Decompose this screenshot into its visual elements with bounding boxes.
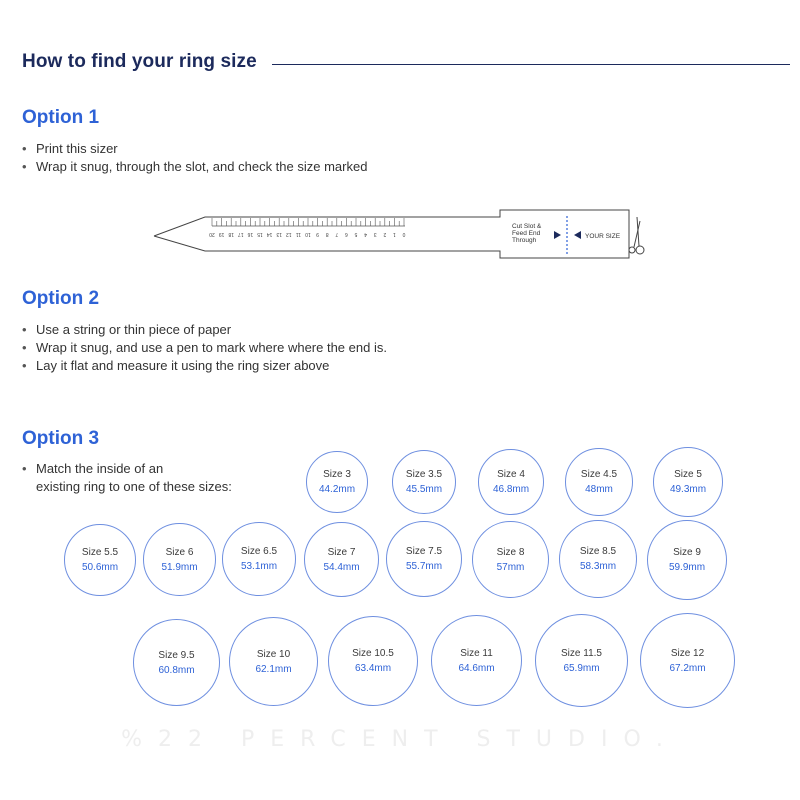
size-label: Size 7	[327, 546, 356, 558]
size-circle	[222, 522, 296, 596]
option2-heading: Option 2	[22, 288, 100, 309]
your-size-label: YOUR SIZE	[585, 233, 621, 240]
title-divider	[272, 64, 790, 65]
size-circle	[559, 520, 637, 598]
size-mm: 50.6mm	[81, 562, 119, 573]
size-label: Size 9.5	[158, 649, 195, 661]
size-circle	[306, 451, 368, 513]
size-mm: 45.5mm	[405, 484, 443, 495]
size-label: Size 5	[674, 469, 702, 480]
size-circle	[133, 619, 220, 706]
list-item: • Wrap it snug, and use a pen to mark where where the end is.	[22, 339, 387, 357]
size-label: Size 6.5	[240, 546, 278, 557]
size-circle	[328, 616, 418, 706]
bullet: •	[22, 461, 27, 476]
sizer-numbers	[209, 231, 405, 237]
size-mm: 67.2mm	[669, 662, 706, 674]
size-label: Size 6	[165, 546, 194, 558]
sizer-number: 13	[276, 231, 282, 237]
size-label: Size 4	[497, 469, 525, 480]
size-circle	[653, 447, 723, 517]
size-circle	[565, 448, 633, 516]
option2-list	[22, 321, 387, 375]
sizer-number: 16	[247, 231, 254, 237]
sizer-number: 18	[228, 231, 234, 237]
sizer-number: 19	[218, 231, 225, 237]
size-label: Size 12	[670, 647, 705, 659]
size-circle	[478, 449, 544, 515]
size-circle	[472, 521, 549, 598]
size-label: Size 9	[673, 547, 701, 558]
sizer-number: 17	[238, 231, 244, 237]
size-mm: 57mm	[496, 561, 525, 573]
size-label: Size 10.5	[352, 648, 394, 659]
sizer-number: 15	[257, 231, 263, 237]
size-mm: 62.1mm	[255, 663, 292, 675]
size-circle	[392, 450, 456, 514]
size-mm: 55.7mm	[405, 561, 443, 572]
size-label: Size 8.5	[579, 546, 617, 557]
size-mm: 58.3mm	[579, 561, 617, 572]
size-circle	[431, 615, 522, 706]
size-mm: 51.9mm	[161, 561, 198, 573]
sizer-number: 7	[335, 231, 339, 237]
list-item: • Print this sizer	[22, 140, 367, 158]
size-mm: 65.9mm	[563, 662, 600, 674]
size-label: Size 11.5	[561, 647, 602, 659]
sizer-number: 2	[383, 231, 387, 237]
size-mm: 59.9mm	[668, 562, 706, 573]
sizer-number: 3	[373, 231, 377, 237]
list-item: • Wrap it snug, through the slot, and check the size marked	[22, 158, 367, 176]
size-circle	[229, 617, 318, 706]
ring-sizer-strip	[0, 195, 800, 265]
list-item: • Lay it flat and measure it using the ring sizer above	[22, 357, 387, 375]
scissors-icon	[629, 217, 644, 254]
sizer-number: 8	[325, 231, 329, 237]
size-mm: 48mm	[585, 484, 613, 495]
arrow-right-icon	[554, 231, 561, 239]
arrow-left-icon	[574, 231, 581, 239]
sizer-number: 5	[354, 231, 358, 237]
size-mm: 49.3mm	[669, 484, 707, 495]
size-circle	[304, 522, 379, 597]
size-label: Size 3	[323, 469, 351, 480]
sizer-number: 11	[295, 231, 302, 237]
size-label: Size 8	[496, 546, 525, 558]
sizer-number: 1	[393, 231, 396, 237]
sizer-number: 14	[266, 231, 273, 237]
size-label: Size 5.5	[81, 547, 119, 558]
size-mm: 44.2mm	[318, 484, 356, 495]
option3-text: Match the inside of an existing ring to one of these sizes:	[36, 461, 232, 494]
sizer-number: 4	[364, 231, 367, 237]
watermark: %22 PERCENT STUDIO.	[121, 727, 679, 752]
size-circle	[647, 520, 727, 600]
size-label: Size 11	[460, 647, 493, 659]
size-label: Size 7.5	[405, 546, 443, 557]
sizer-number: 0	[402, 231, 406, 237]
sizer-number: 6	[345, 231, 348, 237]
sizer-number: 10	[305, 231, 311, 237]
size-mm: 54.4mm	[323, 561, 360, 573]
size-label: Size 10	[256, 648, 291, 660]
option3-heading: Option 3	[22, 428, 100, 449]
size-circle	[640, 613, 735, 708]
option1-list	[22, 140, 367, 176]
size-label: Size 3.5	[405, 469, 443, 480]
slot-label-line: Cut Slot &	[512, 223, 542, 230]
list-item: • Use a string or thin piece of paper	[22, 321, 387, 339]
sizer-number: 9	[316, 231, 319, 237]
size-mm: 60.8mm	[158, 664, 195, 676]
size-circle	[535, 614, 628, 707]
option1-heading: Option 1	[22, 107, 100, 128]
size-label: Size 4.5	[580, 469, 618, 480]
size-circle	[386, 521, 462, 597]
sizer-number: 12	[286, 231, 292, 237]
size-mm: 63.4mm	[354, 663, 392, 674]
page-title: How to find your ring size	[22, 51, 257, 72]
sizer-ticks	[212, 218, 404, 226]
size-circle	[64, 524, 136, 596]
slot-label-line: Feed End	[512, 230, 541, 237]
size-mm: 53.1mm	[240, 561, 278, 572]
size-mm: 64.6mm	[458, 662, 495, 674]
size-circle	[143, 523, 216, 596]
slot-label-line: Through	[512, 237, 537, 244]
sizer-number: 20	[209, 231, 215, 237]
size-mm: 46.8mm	[492, 484, 530, 495]
